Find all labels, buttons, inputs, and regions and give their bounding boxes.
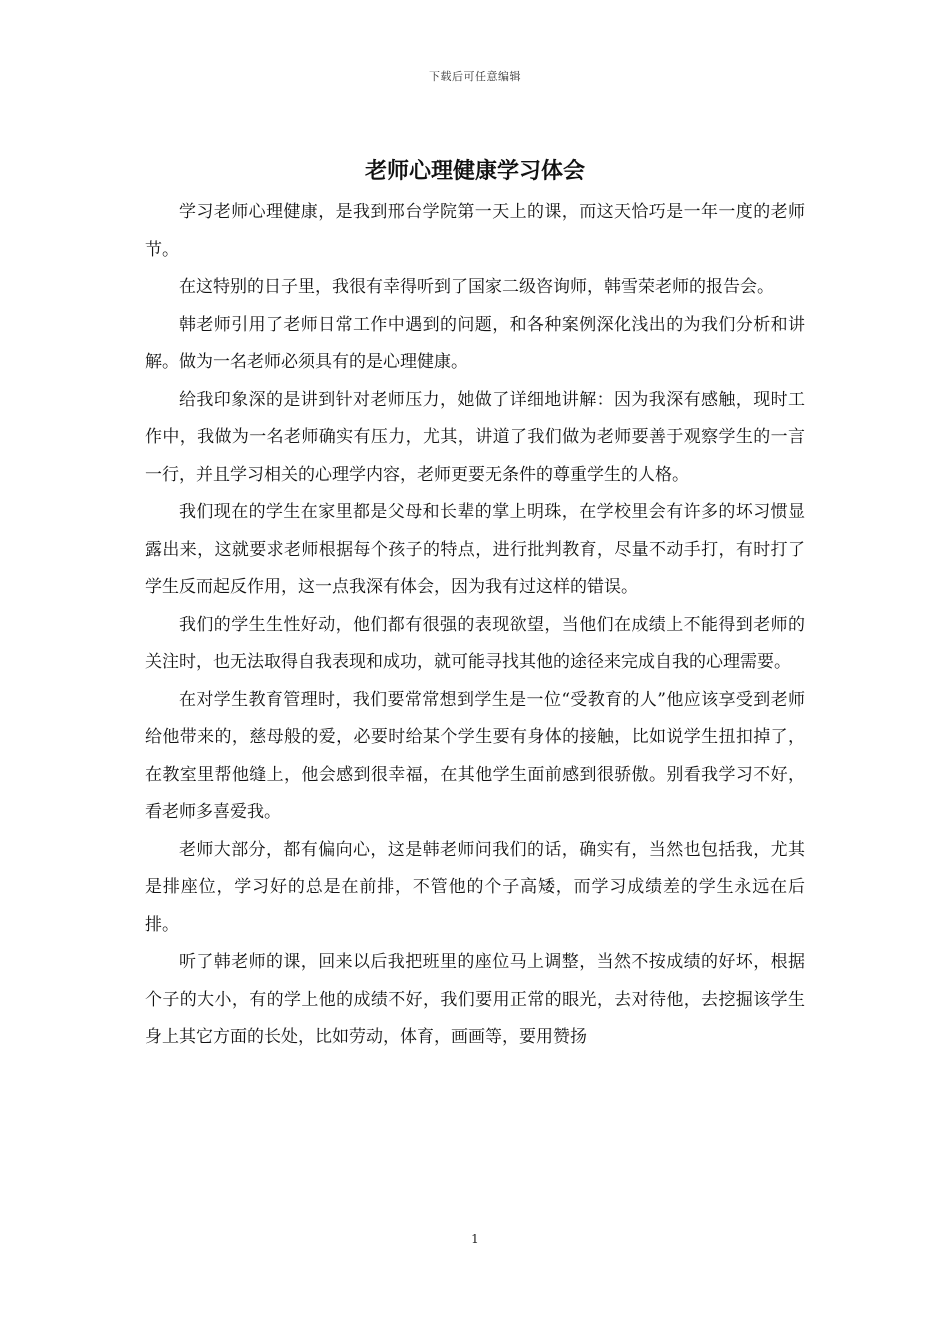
header-note: 下载后可任意编辑: [429, 70, 521, 83]
paragraph: 韩老师引用了老师日常工作中遇到的问题，和各种案例深化浅出的为我们分析和讲解。做为一名老师必须具有的是心理健康。: [145, 314, 805, 372]
paragraph: 给我印象深的是讲到针对老师压力，她做了详细地讲解：因为我深有感触，现时工作中，我做为一名老师确实有压力，尤其，讲道了我们做为老师要善于观察学生的一言一行，并且学习相关的心理学内容，老师更要无条件的尊重学生的人格。: [145, 389, 805, 485]
document-body: [145, 194, 805, 1057]
paragraph: 我们的学生生性好动，他们都有很强的表现欲望，当他们在成绩上不能得到老师的关注时，也无法取得自我表现和成功，就可能寻找其他的途径来完成自我的心理需要。: [145, 614, 805, 672]
paragraph: 在对学生教育管理时，我们要常常想到学生是一位“受教育的人”他应该享受到老师给他带来的，慈母般的爱，必要时给某个学生要有身体的接触，比如说学生扭扣掉了，在教室里帮他缝上，他会感到很幸福，在其他学生面前感到很骄傲。别看我学习不好，看老师多喜爱我。: [145, 689, 805, 822]
document-title: 老师心理健康学习体会: [364, 158, 585, 184]
page-number: 1: [471, 1232, 479, 1246]
paragraph: 听了韩老师的课，回来以后我把班里的座位马上调整，当然不按成绩的好坏，根据个子的大小，有的学上他的成绩不好，我们要用正常的眼光，去对待他，去挖掘该学生身上其它方面的长处，比如劳动，体育，画画等，要用赞扬: [145, 952, 805, 1047]
paragraph: 老师大部分，都有偏向心，这是韩老师问我们的话，确实有，当然也包括我，尤其是排座位，学习好的总是在前排，不管他的个子高矮，而学习成绩差的学生永远在后排。: [145, 839, 805, 935]
paragraph: 我们现在的学生在家里都是父母和长辈的掌上明珠，在学校里会有许多的坏习惯显露出来，这就要求老师根据每个孩子的特点，进行批判教育，尽量不动手打，有时打了学生反而起反作用，这一点我深有体会，因为我有过这样的错误。: [145, 502, 805, 597]
paragraph: 学习老师心理健康，是我到邢台学院第一天上的课，而这天恰巧是一年一度的老师节。: [145, 202, 805, 260]
paragraph: 在这特别的日子里，我很有幸得听到了国家二级咨询师，韩雪荣老师的报告会。: [179, 277, 774, 297]
